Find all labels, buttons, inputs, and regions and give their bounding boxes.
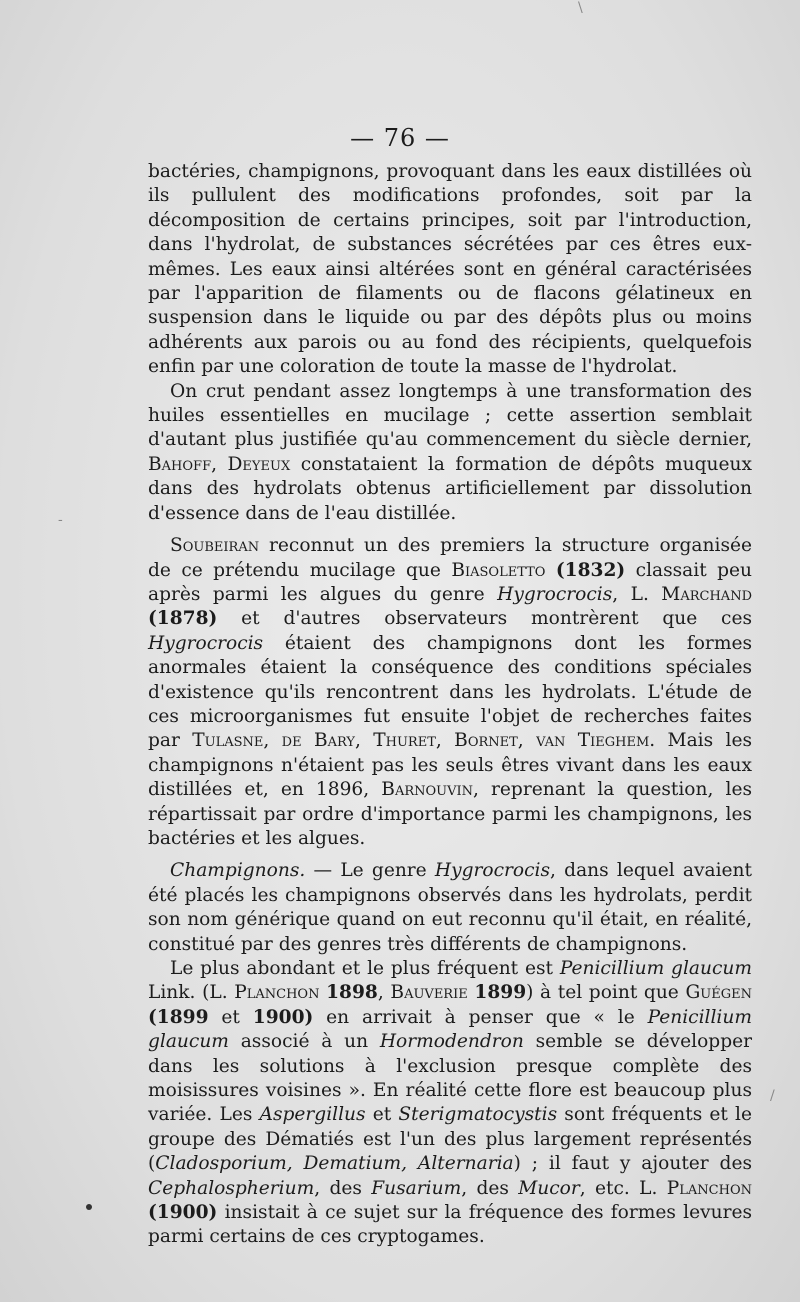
author-names: Tulasne, de Bary, Thuret, Bornet, van Tieghem	[192, 730, 650, 752]
citation-year: (1899	[148, 1006, 209, 1028]
genus-name: Cephalospherium	[148, 1177, 315, 1199]
citation-year: (1832)	[555, 559, 626, 581]
genus-name: Hygrocrocis	[434, 860, 551, 882]
author-name: Guégen	[685, 982, 752, 1004]
paragraph-3: Soubeiran reconnut un des premiers la structure organisée de ce prétendu mucilage que Biasoletto (1832) classait peu après parmi les algues du genre Hygrocrocis, L. Marchand (1878) et d'autres observateurs montrèrent que ces Hygrocrocis étaient des champignons dont les formes anormales étaient la conséquence des conditions spéciales d'existence qu'ils rencontrent dans les hydrolats. L'étude de ces microorganismes fut ensuite l'objet de recherches faites par Tulasne, de Bary, Thuret, Bornet, van Tieghem. Mais les champignons n'étaient pas les seuls êtres vivant dans les eaux distillées et, en 1896, Barnouvin, reprenant la question, les répartissait par ordre d'importance parmi les champignons, les bactéries et les algues.	[148, 535, 753, 849]
scan-mark: \	[578, 0, 583, 16]
genus-list: Cladosporium, Dematium, Alternaria	[155, 1153, 514, 1175]
citation-year: 1899	[474, 982, 527, 1004]
genus-name: Hormodendron	[379, 1031, 524, 1053]
author-name: L. Planchon	[209, 982, 320, 1004]
scan-mark: /	[770, 1088, 775, 1104]
genus-name: Mucor	[518, 1177, 580, 1199]
author-name: L. Planchon	[639, 1177, 752, 1199]
ink-speck	[86, 1204, 92, 1210]
citation-year: 1898	[326, 982, 378, 1004]
scan-mark: -	[58, 512, 63, 528]
author-name: Biasoletto	[451, 559, 546, 581]
paragraph-2: On crut pendant assez longtemps à une transformation des huiles essentielles en mucilage ; cette assertion semblait d'autant plus justifiée qu'au commencement du siècle dernier, Bahoff, Deyeux constataient la formation de dépôts muqueux dans des hydrolats obtenus artificiellement par dissolution d'essence dans de l'eau distillée.	[148, 380, 753, 524]
genus-name: Hygrocrocis	[148, 632, 264, 654]
author-name: Barnouvin	[381, 779, 474, 801]
genus-name: Fusarium	[371, 1177, 462, 1199]
page-body	[148, 160, 752, 1250]
section-heading: Champignons.	[170, 860, 306, 882]
species-name: Penicillium glaucum	[148, 1006, 752, 1053]
genus-name: Sterigmatocystis	[398, 1104, 558, 1126]
author-name: Soubeiran	[170, 535, 260, 557]
author-name: Deyeux	[227, 453, 291, 475]
citation-year: 1900)	[252, 1006, 314, 1028]
citation-year: (1878)	[148, 608, 218, 630]
citation-year: (1900)	[148, 1202, 218, 1224]
author-name: L. Marchand	[630, 583, 752, 605]
paragraph-5: Le plus abondant et le plus fréquent est Penicillium glaucum Link. (L. Planchon 1898, Bauverie 1899) à tel point que Guégen (1899 et 1900) en arrivait à penser que « le Penicillium glaucum associé à un Hormodendron semble se développer dans les solutions à l'exclusion presque complète des moisissures voisines ». En réalité cette flore est beaucoup plus variée. Les Aspergillus et Sterigmatocystis sont fréquents et le groupe des Dématiés est l'un des plus largement représentés (Cladosporium, Dematium, Alternaria) ; il faut y ajouter des Cephalospherium, des Fusarium, des Mucor, etc. L. Planchon (1900) insistait à ce sujet sur la fréquence des formes levures parmi certains de ces cryptogames.	[148, 958, 752, 1248]
paragraph-1: bactéries, champignons, provoquant dans les eaux distillées où ils pullulent des modifications profondes, soit par la décomposition de certains principes, soit par l'introduction, dans l'hydrolat, de substances sécrétées par ces êtres eux-mêmes. Les eaux ainsi altérées sont en général caractérisées par l'apparition de filaments ou de flacons gélatineux en suspension dans le liquide ou par des dépôts plus ou moins adhérents aux parois ou au fond des récipients, quelquefois enfin par une coloration de toute la masse de l'hydrolat.	[148, 161, 752, 378]
genus-name: Hygrocrocis	[497, 583, 613, 605]
page-number: — 76 —	[350, 124, 450, 152]
species-name: Penicillium glaucum	[559, 958, 752, 979]
paragraph-4: Champignons. — Le genre Hygrocrocis, dans lequel avaient été placés les champignons observés dans les hydrolats, perdit son nom générique quand on eut reconnu qu'il était, en réalité, constitué par des genres très différents de champignons.	[148, 860, 752, 955]
author-name: Bahoff	[148, 453, 212, 475]
genus-name: Aspergillus	[259, 1104, 366, 1126]
author-name: Bauverie	[390, 982, 468, 1004]
